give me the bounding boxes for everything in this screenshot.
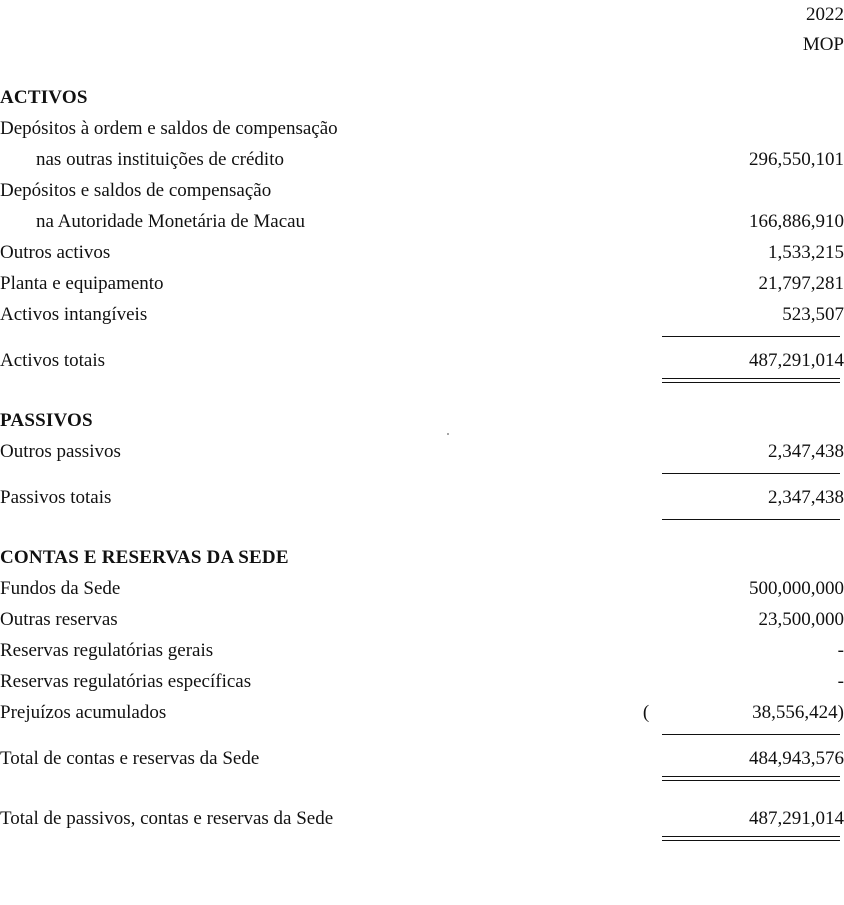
grand-total-row [0, 803, 844, 834]
row-paren [643, 113, 662, 144]
section-title-row [0, 82, 844, 113]
row-amount: 296,550,101 [749, 149, 844, 170]
header-year: 2022 [806, 4, 844, 25]
row-amount: 38,556,424) [752, 702, 844, 723]
total-rule-row [0, 376, 844, 383]
row-amount: 21,797,281 [758, 273, 844, 294]
row-amount [662, 113, 844, 144]
subtotal-rule-row [0, 467, 844, 474]
row-label: Reservas regulatórias específicas [0, 671, 252, 692]
grand-total-amount: 487,291,014 [749, 808, 844, 829]
grand-total-label: Total de passivos, contas e reservas da Sede [0, 808, 334, 829]
table-row [0, 206, 844, 237]
spacer [0, 735, 844, 743]
spacer [0, 60, 844, 82]
grand-total-paren [643, 803, 662, 834]
row-label: na Autoridade Monetária de Macau [36, 211, 306, 232]
table-row [0, 573, 844, 604]
section-title-activos: ACTIVOS [0, 87, 88, 108]
total-row [0, 482, 844, 513]
subtotal-rule [662, 728, 844, 735]
row-label: Prejuízos acumulados [0, 702, 167, 723]
row-paren [643, 268, 662, 299]
total-double-rule [662, 376, 844, 383]
row-amount: 23,500,000 [758, 609, 844, 630]
row-label: Outros activos [0, 242, 111, 263]
row-amount: 523,507 [782, 304, 844, 325]
spacer [0, 520, 844, 542]
section-title-row [0, 405, 844, 436]
table-row [0, 604, 844, 635]
row-paren [643, 666, 662, 697]
header-year-row [0, 0, 844, 30]
subtotal-rule-row [0, 728, 844, 735]
row-paren [643, 573, 662, 604]
spacer [0, 337, 844, 345]
row-amount: 166,886,910 [749, 211, 844, 232]
row-label: Reservas regulatórias gerais [0, 640, 214, 661]
spacer [0, 781, 844, 803]
subtotal-rule [662, 330, 844, 337]
total-label: Activos totais [0, 350, 106, 371]
row-paren [643, 237, 662, 268]
table-row [0, 144, 844, 175]
header-currency: MOP [802, 34, 844, 55]
total-rule [662, 513, 844, 520]
page-speck [447, 433, 449, 435]
total-paren [643, 743, 662, 774]
row-label: Planta e equipamento [0, 273, 164, 294]
total-label: Passivos totais [0, 487, 112, 508]
total-amount: 484,943,576 [749, 748, 844, 769]
total-paren [643, 345, 662, 376]
table-row [0, 666, 844, 697]
row-paren: ( [642, 702, 650, 723]
grand-total-double-rule [662, 834, 844, 841]
total-row [0, 743, 844, 774]
header-currency-row [0, 30, 844, 60]
section-title-passivos: PASSIVOS [0, 410, 93, 431]
spacer [0, 474, 844, 482]
row-label: Outros passivos [0, 441, 121, 462]
row-amount: - [837, 640, 844, 661]
total-rule-row [0, 774, 844, 781]
row-label: Outras reservas [0, 609, 118, 630]
row-paren [643, 436, 662, 467]
table-row [0, 697, 844, 728]
subtotal-rule-row [0, 330, 844, 337]
row-paren [643, 299, 662, 330]
total-rule-row [0, 513, 844, 520]
row-paren [643, 144, 662, 175]
total-amount: 2,347,438 [768, 487, 844, 508]
row-paren [643, 635, 662, 666]
row-label: nas outras instituições de crédito [36, 149, 284, 170]
table-row [0, 113, 844, 144]
table-row [0, 237, 844, 268]
row-paren [643, 175, 662, 206]
section-title-contas-reservas: CONTAS E RESERVAS DA SEDE [0, 547, 289, 568]
total-double-rule [662, 774, 844, 781]
total-row [0, 345, 844, 376]
row-label: Depósitos e saldos de compensação [0, 180, 272, 201]
row-label: Fundos da Sede [0, 578, 121, 599]
total-amount: 487,291,014 [749, 350, 844, 371]
table-row [0, 175, 844, 206]
spacer [0, 383, 844, 405]
table-row [0, 436, 844, 467]
row-label: Activos intangíveis [0, 304, 148, 325]
row-amount: 2,347,438 [768, 441, 844, 462]
row-amount: - [837, 671, 844, 692]
table-row [0, 299, 844, 330]
row-paren [643, 604, 662, 635]
total-label: Total de contas e reservas da Sede [0, 748, 260, 769]
row-label: Depósitos à ordem e saldos de compensação [0, 118, 338, 139]
total-paren [643, 482, 662, 513]
table-row [0, 635, 844, 666]
grand-total-rule-row [0, 834, 844, 841]
subtotal-rule [662, 467, 844, 474]
row-amount [662, 175, 844, 206]
row-amount: 500,000,000 [749, 578, 844, 599]
table-row [0, 268, 844, 299]
row-paren [643, 206, 662, 237]
row-amount: 1,533,215 [768, 242, 844, 263]
section-title-row [0, 542, 844, 573]
